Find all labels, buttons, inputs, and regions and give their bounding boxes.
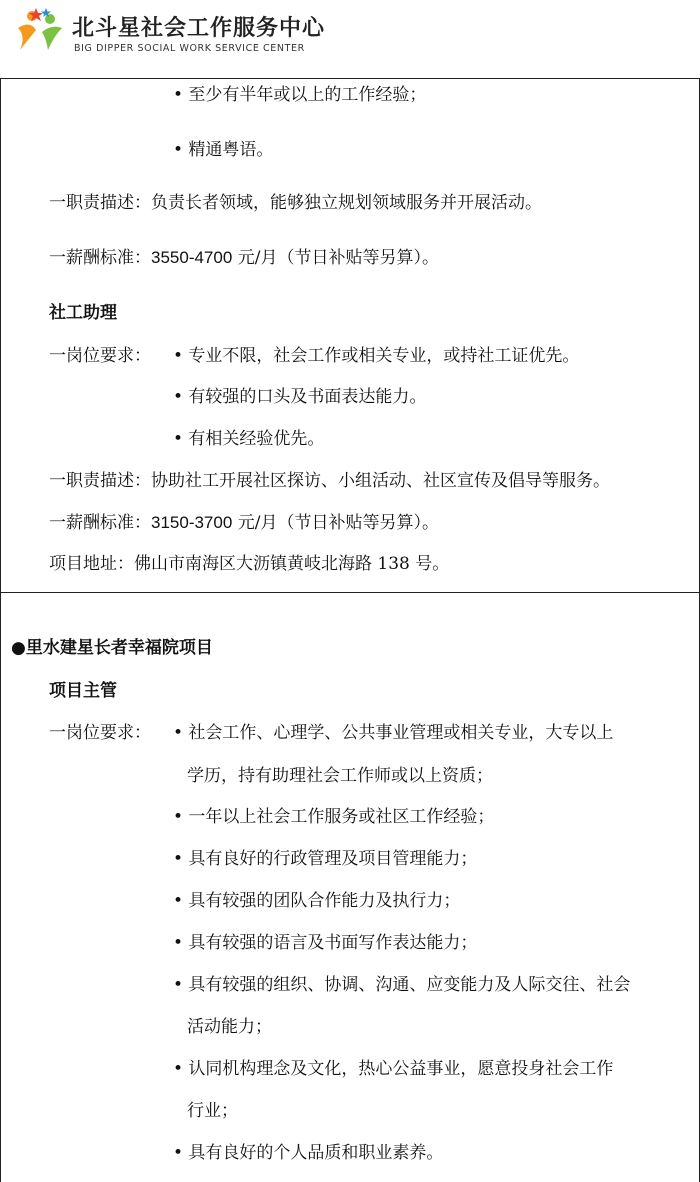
role-title: 社工助理 <box>49 303 117 323</box>
salary-line <box>49 511 439 535</box>
role-title: 项目主管 <box>49 681 117 701</box>
requirement-item: • 具有较强的团队合作能力及执行力； <box>173 891 461 911</box>
requirement-item: • 一年以上社会工作服务或社区工作经验； <box>173 807 495 827</box>
org-logo-icon <box>12 6 70 56</box>
salary-note: 元/月（节日补贴等另算）。 <box>232 248 439 268</box>
requirement-item: • 精通粤语。 <box>173 140 274 160</box>
requirement-item: • 专业不限，社会工作或相关专业，或持社工证优先。 <box>173 346 580 366</box>
requirement-item-cont: 活动能力； <box>187 1017 272 1037</box>
job-section-1 <box>0 78 700 593</box>
org-name-en: BIG DIPPER SOCIAL WORK SERVICE CENTER <box>74 43 305 54</box>
requirement-item: • 有相关经验优先。 <box>173 429 325 449</box>
requirement-label: 一岗位要求： <box>49 723 151 743</box>
salary-label: 一薪酬标准： <box>49 248 151 268</box>
requirement-label: 一岗位要求： <box>49 346 151 366</box>
duty-line: 一职责描述：负责长者领域，能够独立规划领域服务并开展活动。 <box>49 193 542 213</box>
org-name-cn: 北斗星社会工作服务中心 <box>72 16 326 41</box>
requirement-item: • 至少有半年或以上的工作经验； <box>173 85 427 105</box>
page-header <box>0 0 700 78</box>
project-address: 项目地址：佛山市南海区大沥镇黄岐北海路 138 号。 <box>49 554 450 574</box>
requirement-item: • 社会工作、心理学、公共事业管理或相关专业，大专以上 <box>173 723 614 743</box>
salary-amount: 3150-3700 <box>151 513 233 532</box>
salary-note: 元/月（节日补贴等另算）。 <box>232 513 439 533</box>
requirement-item: • 认同机构理念及文化，热心公益事业，愿意投身社会工作 <box>173 1059 614 1079</box>
requirement-item: • 具有较强的语言及书面写作表达能力； <box>173 933 478 953</box>
salary-amount: 3550-4700 <box>151 248 233 267</box>
requirement-item: • 具有良好的行政管理及项目管理能力； <box>173 849 478 869</box>
requirement-item: • 具有较强的组织、协调、沟通、应变能力及人际交往、社会 <box>173 975 631 995</box>
duty-line: 一职责描述：协助社工开展社区探访、小组活动、社区宣传及倡导等服务。 <box>49 471 610 491</box>
requirement-item: • 具有良好的个人品质和职业素养。 <box>173 1143 444 1163</box>
requirement-item-cont: 行业； <box>187 1101 238 1121</box>
requirement-item: • 有较强的口头及书面表达能力。 <box>173 387 427 407</box>
project-title: ●里水建星长者幸福院项目 <box>11 638 213 658</box>
job-section-2 <box>0 592 700 1182</box>
requirement-item-cont: 学历，持有助理社会工作师或以上资质； <box>187 766 493 786</box>
salary-label: 一薪酬标准： <box>49 513 151 533</box>
salary-line <box>49 246 439 270</box>
